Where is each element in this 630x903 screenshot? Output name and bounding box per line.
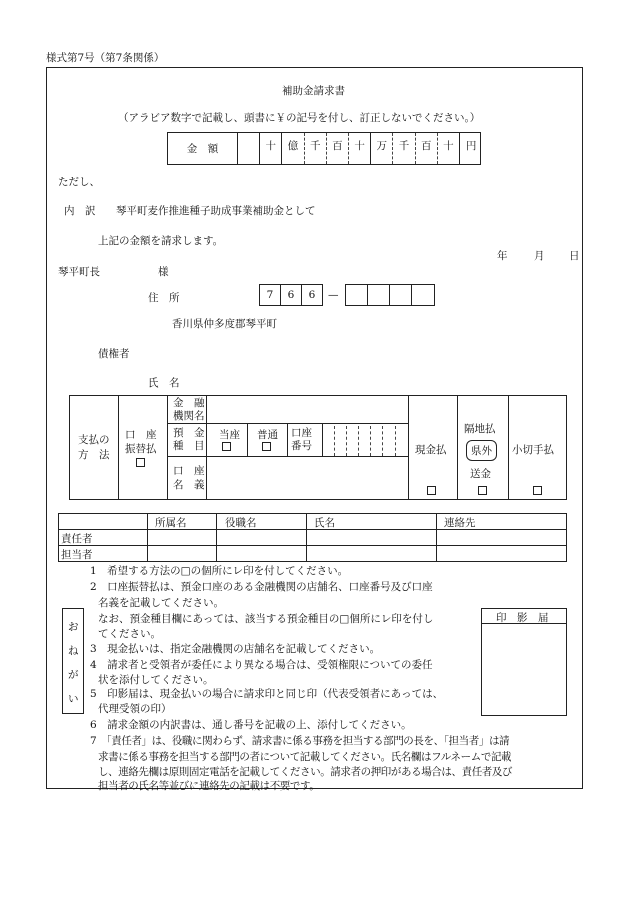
ordinary-account-checkbox[interactable] [262, 442, 271, 451]
postal-digit[interactable] [389, 284, 412, 306]
account-holder-label: 口 座 名 義 [173, 465, 205, 491]
deposit-type-label: 預 金 種 目 [173, 427, 205, 452]
remote-mid-label: 県外 [466, 440, 497, 461]
breakdown-text: 琴平町麦作推進種子助成事業補助金として [116, 205, 316, 217]
amount-digit-cell[interactable]: 十 [260, 133, 282, 164]
note-line: 1 希望する方法の□の個所にレ印を付してください。 [90, 565, 349, 577]
notes-side-char: が [68, 669, 79, 681]
notes-side-box [62, 608, 84, 714]
address-label: 住 所 [148, 292, 180, 304]
note-line: 7 「責任者」は、役職に関わらず、請求書に係る事務を担当する部門の長を、「担当者」は請 [90, 735, 510, 747]
check-label: 小切手払 [512, 444, 554, 456]
note-line: 4 請求者と受領者が委任により異なる場合は、受領権限についての委任 [90, 659, 433, 671]
remote-top-label: 隔地払 [464, 423, 496, 435]
amount-digit-cell[interactable] [238, 133, 260, 164]
notes-side-char: い [68, 693, 79, 705]
postal-digit[interactable]: 6 [280, 284, 302, 306]
note-line: 状を添付してください。 [98, 674, 214, 686]
date-month: 月 [534, 250, 545, 262]
note-line: 5 印影届は、現金払いの場合に請求印と同じ印（代表受領者にあっては、 [90, 688, 444, 700]
addressee-name: 琴平町長 [58, 266, 100, 278]
note-line: なお、預金種目欄にあっては、該当する預金種目の□個所にレ印を付し [98, 613, 434, 625]
postal-digit[interactable]: 7 [259, 284, 281, 306]
ordinary-account-label: 普通 [257, 429, 278, 441]
postal-digit[interactable] [367, 284, 390, 306]
contact-header-contact: 連絡先 [444, 517, 476, 529]
addressee-suffix: 様 [158, 266, 169, 278]
amount-digit-cell[interactable]: 万 [371, 133, 393, 164]
note-line: 6 請求金額の内訳書は、通し番号を記載の上、添付してください。 [90, 719, 412, 731]
form-number: 様式第7号（第7条関係） [46, 52, 165, 64]
notes-side-char: ね [68, 645, 79, 657]
form-title: 補助金請求書 [282, 85, 345, 97]
transfer-checkbox[interactable] [136, 458, 145, 467]
note-line: 名義を記載してください。 [98, 597, 224, 609]
name-label: 氏 名 [148, 377, 180, 389]
cash-label: 現金払 [415, 444, 447, 456]
amount-digit-cell[interactable]: 千 [305, 133, 327, 164]
amount-label: 金 額 [168, 133, 238, 164]
contact-header-position: 役職名 [225, 517, 257, 529]
contact-header-name: 氏名 [314, 517, 335, 529]
request-text: 上記の金額を請求します。 [98, 235, 224, 247]
note-line: 代理受領の印） [98, 703, 172, 715]
amount-digit-cell[interactable]: 億 [282, 133, 304, 164]
payment-table [69, 395, 567, 500]
postal-digit[interactable] [345, 284, 368, 306]
note-line: し、連絡先欄は原則固定電話を記載してください。請求者の押印がある場合は、責任者及び [98, 766, 513, 778]
amount-digit-cell[interactable]: 円 [465, 140, 477, 152]
amount-digit-cell[interactable]: 十 [349, 133, 371, 164]
note-line: 2 口座振替払は、預金口座のある金融機関の店舗名、口座番号及び口座 [90, 581, 433, 593]
note-line: 3 現金払いは、指定金融機関の店舗名を記載してください。 [90, 643, 381, 655]
amount-digit-cell[interactable]: 千 [393, 133, 415, 164]
contact-header-dept: 所属名 [155, 517, 187, 529]
current-account-checkbox[interactable] [222, 442, 231, 451]
remote-bottom-label: 送金 [470, 468, 491, 480]
note-line: 求書に係る事務を担当する部門の者について記載してください。氏名欄はフルネームで記載 [98, 751, 512, 763]
address-line: 香川県仲多度郡琴平町 [172, 318, 277, 330]
notes-side-char: お [68, 621, 79, 633]
seal-label: 印 影 届 [496, 612, 549, 624]
transfer-label: 口 座 振替払 [125, 429, 157, 455]
breakdown-label: 内 訳 [64, 205, 96, 217]
postal-digit[interactable] [411, 284, 435, 306]
note-line: 担当者の氏名等並びに連絡先の記載は不要です。 [98, 780, 320, 792]
check-checkbox[interactable] [533, 486, 542, 495]
cash-checkbox[interactable] [427, 486, 436, 495]
amount-digit-cell[interactable]: 百 [327, 133, 349, 164]
contact-row-responsible: 責任者 [61, 533, 93, 545]
contact-table [58, 513, 567, 562]
form-instruction: （アラビア数字で記載し、頭書に￥の記号を付し、訂正しないでください。） [118, 112, 481, 124]
postal-dash: — [328, 289, 339, 301]
note-line: てください。 [98, 628, 161, 640]
bank-name-label: 金 融 機関名 [173, 397, 205, 422]
postal-digit[interactable]: 6 [301, 284, 323, 306]
account-number-label: 口座 番号 [291, 427, 312, 452]
date-day: 日 [569, 250, 580, 262]
amount-digit-cell[interactable]: 十 [438, 133, 460, 164]
tadashi-text: ただし、 [58, 176, 100, 188]
amount-box [167, 132, 481, 165]
date-year: 年 [497, 250, 508, 262]
remote-checkbox[interactable] [478, 486, 487, 495]
current-account-label: 当座 [219, 429, 240, 441]
creditor-label: 債権者 [98, 348, 130, 360]
amount-digit-cell[interactable]: 百 [416, 133, 438, 164]
payment-method-label: 支払の 方 法 [78, 434, 110, 461]
contact-row-staff: 担当者 [61, 549, 93, 561]
seal-box[interactable] [481, 608, 567, 716]
